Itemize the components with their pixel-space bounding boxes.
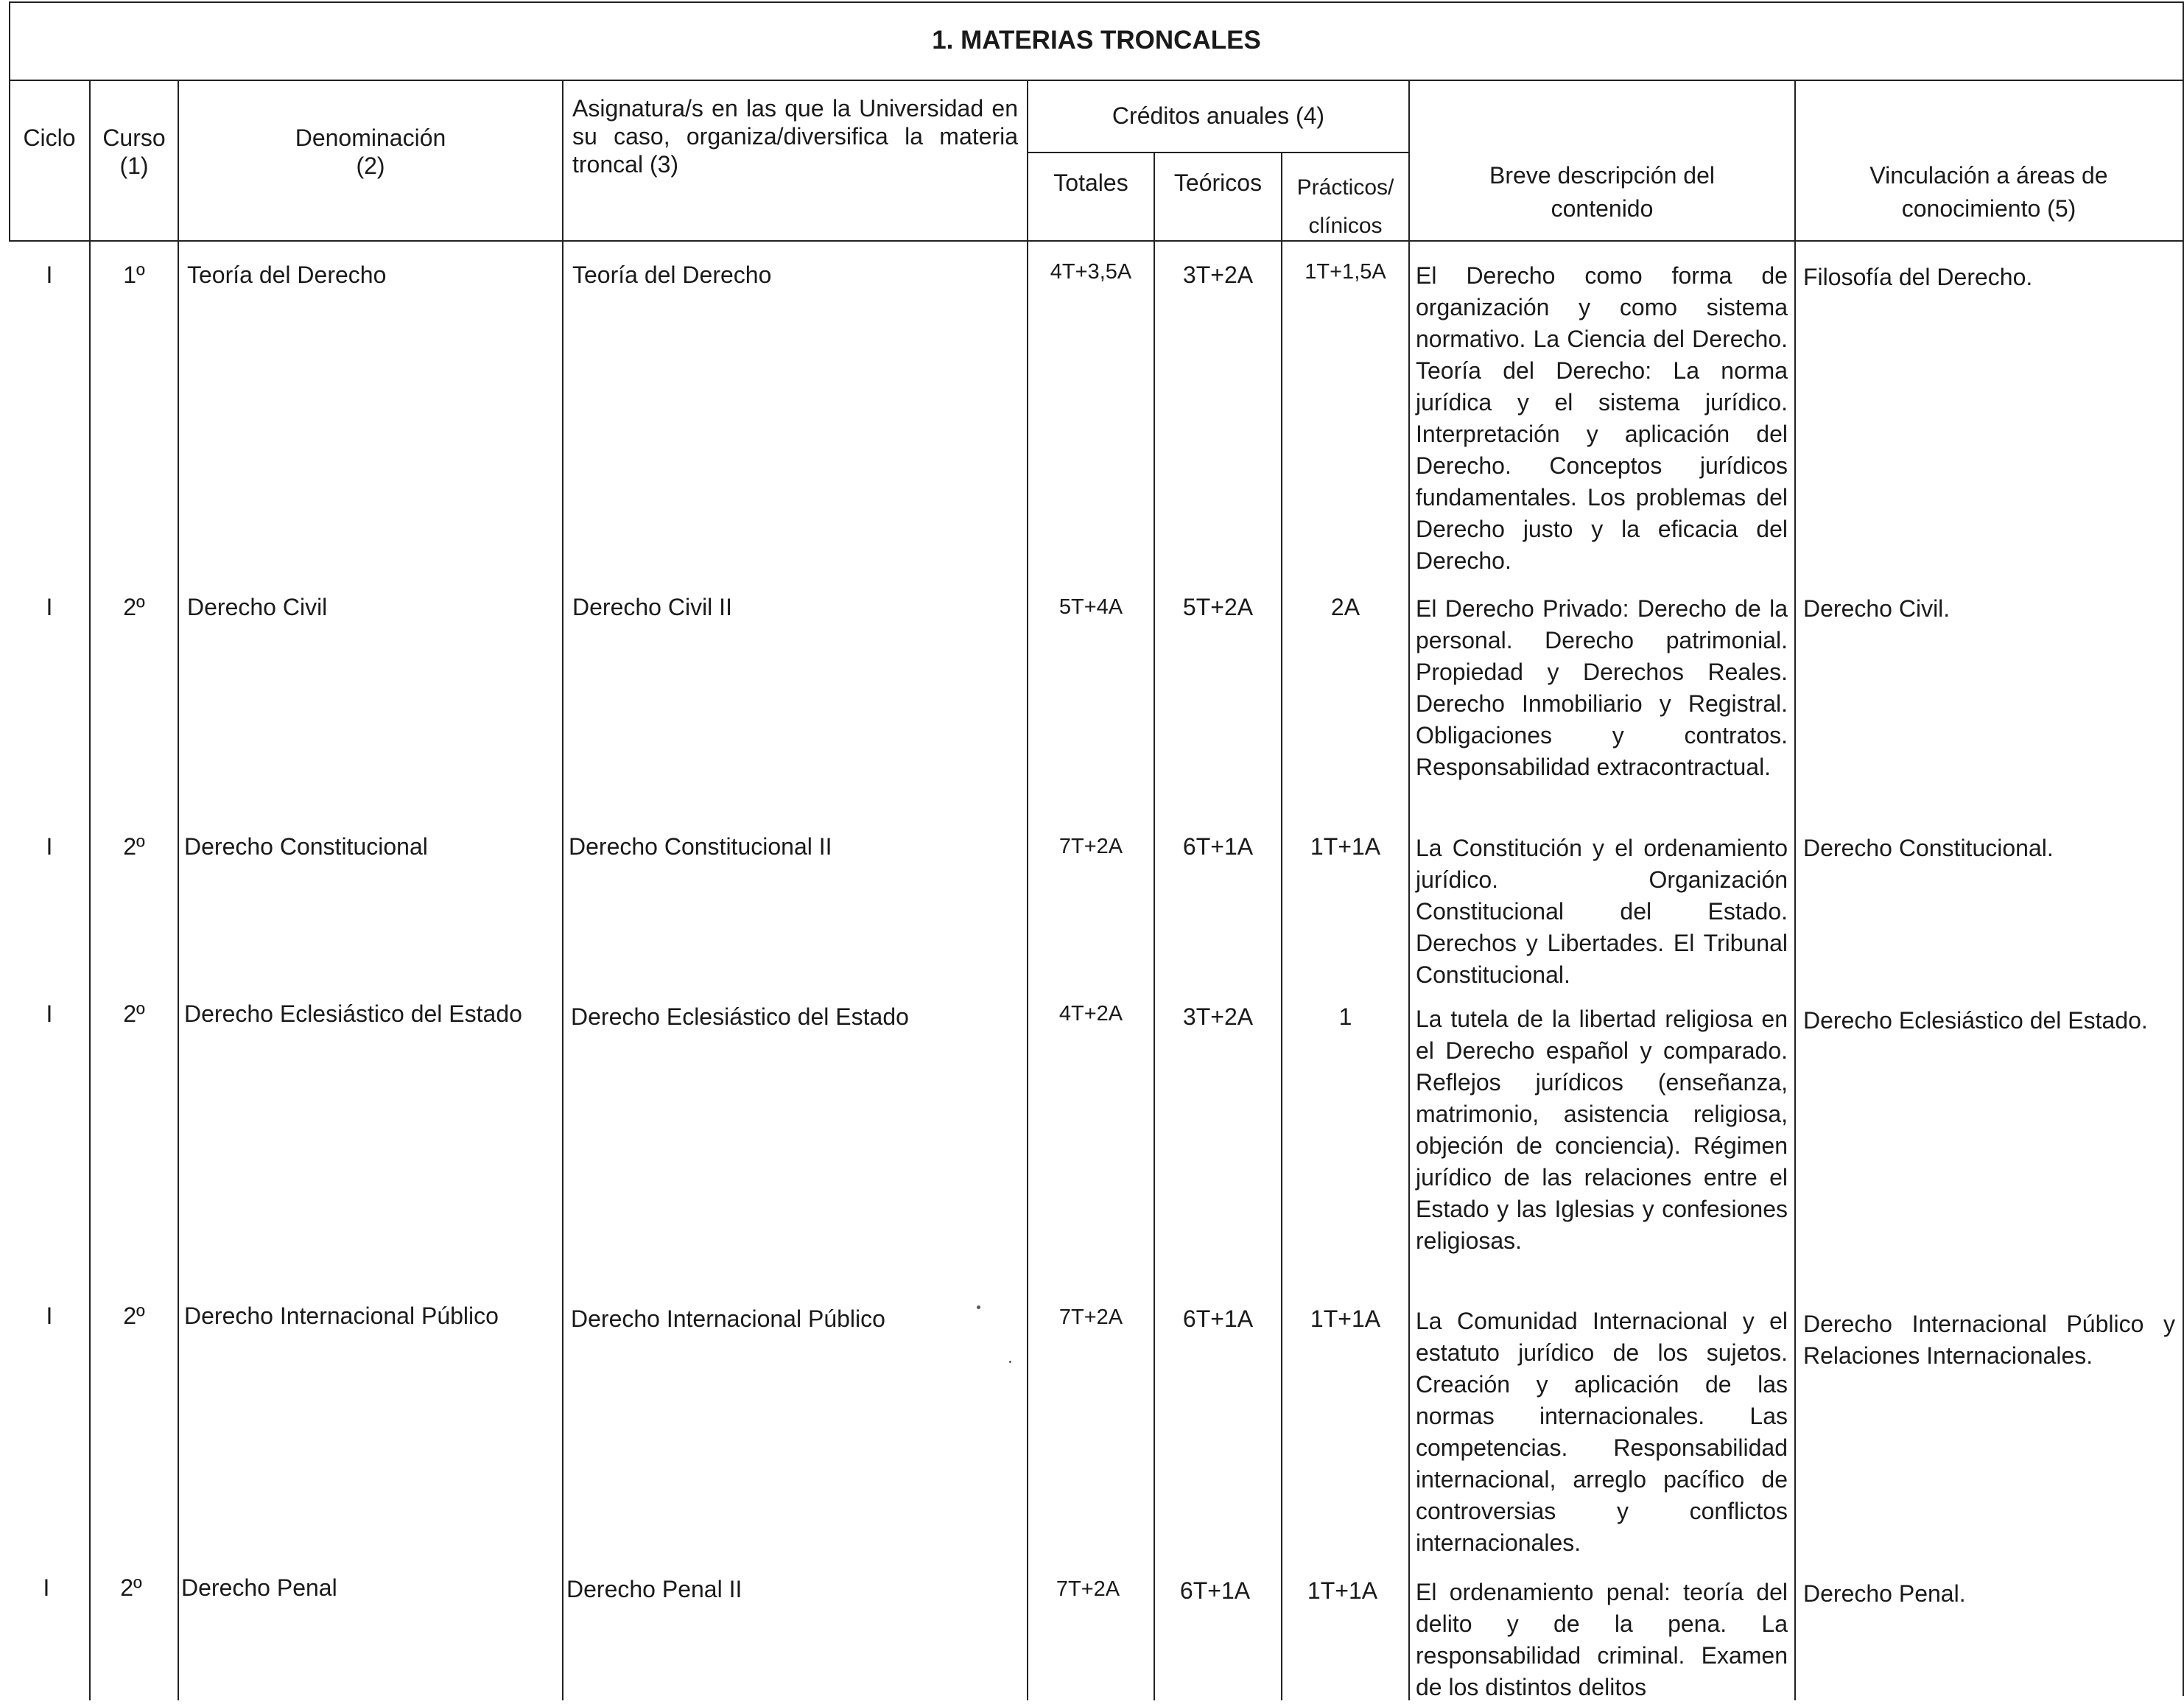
- cell-asignatura: Derecho Penal II: [566, 1576, 742, 1602]
- cell-vinculacion: Derecho Internacional Público y Relaciones Internacionales.: [1803, 1311, 2175, 1369]
- cell-vinculacion: Derecho Eclesiástico del Estado.: [1803, 1007, 2148, 1034]
- cell-denominacion: Derecho Civil: [187, 594, 328, 620]
- header-teoricos: Teóricos: [1173, 169, 1263, 196]
- cell-practicos: 1T+1A: [1307, 1577, 1378, 1604]
- cell-vinculacion: Derecho Constitucional.: [1803, 835, 2054, 861]
- cell-teoricos: 3T+2A: [1182, 262, 1254, 288]
- cell-vinculacion: Filosofía del Derecho.: [1803, 264, 2033, 290]
- header-creditos: Créditos anuales (4): [1112, 102, 1325, 129]
- col-divider-denominacion: [562, 80, 563, 1700]
- col-divider-totales: [1154, 152, 1155, 1700]
- header-vinculacion: Vinculación a áreas de conocimiento (5): [1869, 162, 2108, 222]
- cell-denominacion: Derecho Eclesiástico del Estado: [184, 1000, 522, 1027]
- cell-totales: 4T+3,5A: [1050, 260, 1132, 284]
- col-divider-descripcion: [1794, 80, 1796, 1700]
- cell-curso: 1º: [123, 262, 145, 288]
- cell-practicos: 1T+1A: [1310, 833, 1381, 860]
- cell-descripcion: La Constitución y el ordenamiento jurídico. Organización Constitucional del Estado. Derechos y Libertades. El Tribunal Constitucional.: [1416, 835, 1788, 988]
- cell-ciclo: I: [46, 262, 53, 288]
- cell-teoricos: 3T+2A: [1182, 1003, 1254, 1030]
- cell-ciclo: I: [46, 594, 53, 620]
- cell-curso: 2º: [123, 833, 145, 860]
- cell-asignatura: Derecho Eclesiástico del Estado: [571, 1003, 909, 1030]
- header-denominacion: [179, 124, 562, 180]
- col-divider-curso: [178, 80, 179, 1700]
- cell-practicos: 1: [1338, 1003, 1352, 1030]
- cell-totales: 4T+2A: [1058, 1002, 1123, 1026]
- cell-ciclo: I: [46, 1000, 53, 1027]
- cell-denominacion: Teoría del Derecho: [187, 262, 387, 288]
- cell-asignatura: Derecho Internacional Público: [571, 1305, 885, 1332]
- cell-totales: 5T+4A: [1058, 595, 1123, 619]
- cell-denominacion: Derecho Internacional Público: [184, 1303, 499, 1329]
- header-curso-ref: (1): [119, 153, 149, 179]
- cell-teoricos: 5T+2A: [1182, 594, 1254, 620]
- cell-descripcion: El Derecho Privado: Derecho de la personal. Derecho patrimonial. Propiedad y Derechos Reales. Derecho Inmobiliario y Registral. Obligaciones y contratos. Responsabilidad extracontractual.: [1416, 595, 1788, 780]
- cell-curso: 2º: [120, 1574, 142, 1601]
- cell-asignatura: Teoría del Derecho: [572, 262, 772, 288]
- header-practicos-line2: clínicos: [1308, 214, 1383, 238]
- header-totales: Totales: [1053, 169, 1128, 196]
- cell-denominacion: Derecho Penal: [181, 1574, 337, 1601]
- header-ciclo: Ciclo: [23, 125, 76, 151]
- header-curso: [91, 124, 178, 180]
- header-practicos: [1282, 169, 1408, 245]
- cell-denominacion: Derecho Constitucional: [184, 833, 428, 860]
- cell-teoricos: 6T+1A: [1179, 1577, 1251, 1604]
- section-title: 1. MATERIAS TRONCALES: [932, 26, 1261, 55]
- col-divider-teoricos: [1281, 152, 1282, 1700]
- header-practicos-line1: Prácticos/: [1296, 175, 1394, 200]
- cell-practicos: 1T+1,5A: [1305, 260, 1386, 284]
- header-descripcion: Breve descripción del contenido: [1489, 162, 1715, 222]
- scan-speck: [1009, 1361, 1011, 1363]
- cell-ciclo: I: [46, 833, 53, 860]
- cell-practicos: 2A: [1330, 594, 1360, 620]
- cell-totales: 7T+2A: [1058, 1305, 1123, 1329]
- title-bottom-border: [9, 80, 2184, 81]
- scan-speck: [977, 1305, 980, 1309]
- cell-vinculacion: Derecho Penal.: [1803, 1580, 1966, 1607]
- cell-teoricos: 6T+1A: [1182, 833, 1254, 860]
- header-denominacion-ref: (2): [356, 153, 385, 179]
- cell-descripcion: La tutela de la libertad religiosa en el Derecho español y comparado. Reflejos jurídicos (enseñanza, matrimonio, asistencia religiosa, objeción de conciencia). Régimen jurídico de las relaciones entre el Estado y las Iglesias y confesiones religiosas.: [1416, 1006, 1788, 1254]
- cell-teoricos: 6T+1A: [1182, 1305, 1254, 1332]
- cell-descripcion: La Comunidad Internacional y el estatuto jurídico de los sujetos. Creación y aplicación de las normas internacionales. Las competencias. Responsabilidad internacional, arreglo pacífico de controversias y conflictos internacionales.: [1416, 1308, 1788, 1556]
- cell-totales: 7T+2A: [1058, 835, 1123, 858]
- credits-subheader-border: [1027, 152, 1410, 153]
- header-denominacion-label: Denominación: [295, 125, 446, 151]
- cell-descripcion: El Derecho como forma de organización y como sistema normativo. La Ciencia del Derecho. Teoría del Derecho: La norma jurídica y el sistema jurídico. Interpretación y aplicación del Derecho. Conceptos jurídicos fundamentales. Los problemas del Derecho justo y la eficacia del Derecho.: [1416, 262, 1788, 574]
- header-bottom-border: [9, 240, 2184, 242]
- cell-vinculacion: Derecho Civil.: [1803, 595, 1950, 622]
- cell-totales: 7T+2A: [1056, 1577, 1120, 1601]
- cell-asignatura: Derecho Civil II: [572, 594, 732, 620]
- top-border: [9, 1, 2184, 3]
- cell-curso: 2º: [123, 594, 145, 620]
- cell-practicos: 1T+1A: [1310, 1305, 1381, 1332]
- header-asignatura: Asignatura/s en las que la Universidad en su caso, organiza/diversifica la materia troncal (3): [572, 95, 1018, 178]
- col-divider-ciclo: [89, 80, 91, 1700]
- cell-curso: 2º: [123, 1000, 145, 1027]
- col-divider-asignatura: [1027, 80, 1028, 1700]
- cell-descripcion: El ordenamiento penal: teoría del delito y de la pena. La responsabilidad criminal. Examen de los distintos delitos: [1416, 1579, 1788, 1700]
- header-curso-label: Curso: [102, 125, 166, 151]
- col-divider-practicos: [1408, 80, 1410, 1700]
- cell-asignatura: Derecho Constitucional II: [569, 833, 832, 860]
- cell-ciclo: I: [46, 1303, 53, 1329]
- cell-curso: 2º: [123, 1303, 145, 1329]
- cell-ciclo: I: [43, 1574, 50, 1601]
